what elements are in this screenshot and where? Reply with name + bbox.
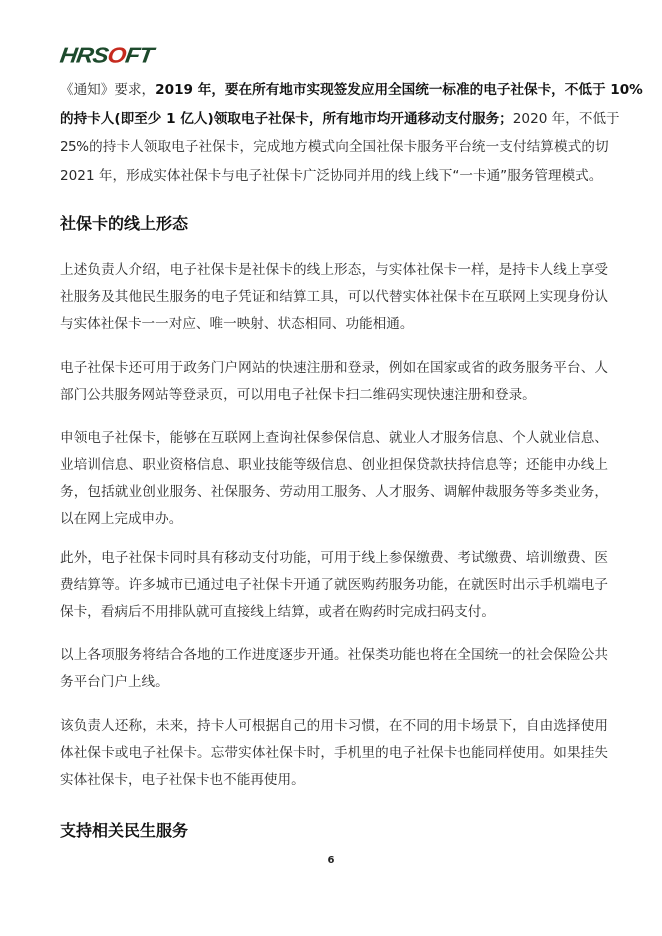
paragraph-line: 社服务及其他民生服务的电子凭证和结算工具，可以代替实体社保卡在互联网上实现身份认 bbox=[60, 289, 608, 305]
paragraph-line: 费结算等。许多城市已通过电子社保卡开通了就医购药服务功能，在就医时出示手机端电子 bbox=[60, 577, 608, 593]
hrsoft-logo: HRSOFT bbox=[58, 43, 155, 68]
intro-text: 《通知》要求， bbox=[60, 82, 156, 98]
paragraph-line: 该负责人还称，未来，持卡人可根据自己的用卡习惯，在不同的用卡场景下，自由选择使用 bbox=[60, 718, 608, 734]
body-paragraph bbox=[60, 545, 608, 626]
paragraph-line: 25%的持卡人领取电子社保卡，完成地方模式向全国社保卡服务平台统一支付结算模式的切 bbox=[60, 139, 608, 155]
paragraph-line: 体社保卡或电子社保卡。忘带实体社保卡时，手机里的电子社保卡也能同样使用。如果挂失 bbox=[60, 745, 608, 761]
section-heading: 支持相关民生服务 bbox=[60, 821, 189, 840]
section-heading: 社保卡的线上形态 bbox=[60, 214, 189, 233]
paragraph-line: 实体社保卡，电子社保卡也不能再使用。 bbox=[60, 772, 305, 788]
body-paragraph bbox=[60, 642, 608, 696]
paragraph-line bbox=[60, 105, 620, 134]
body-paragraph bbox=[60, 713, 608, 794]
intro-bold-text: 2019 年，要在所有地市实现签发应用全国统一标准的电子社保卡，不低于 10% bbox=[155, 82, 643, 98]
paragraph-line: 上述负责人介绍，电子社保卡是社保卡的线上形态，与实体社保卡一样，是持卡人线上享受 bbox=[60, 262, 608, 278]
intro-text: 2020 年，不低于 bbox=[512, 110, 620, 127]
paragraph-line: 申领电子社保卡，能够在互联网上查询社保参保信息、就业人才服务信息、个人就业信息、 bbox=[60, 430, 608, 446]
paragraph-line: 与实体社保卡一一对应、唯一映射、状态相同、功能相通。 bbox=[60, 316, 414, 332]
intro-paragraph bbox=[60, 76, 643, 190]
paragraph-line bbox=[60, 76, 643, 105]
paragraph-line: 业培训信息、职业资格信息、职业技能等级信息、创业担保贷款扶持信息等；还能申办线上 bbox=[60, 457, 608, 473]
body-paragraph bbox=[60, 425, 608, 533]
paragraph-line: 以在网上完成申办。 bbox=[60, 511, 183, 527]
paragraph-line: 部门公共服务网站等登录页，可以用电子社保卡扫二维码实现快速注册和登录。 bbox=[60, 387, 536, 403]
intro-bold-text: 的持卡人(即至少 1 亿人)领取电子社保卡，所有地市均开通移动支付服务； bbox=[60, 110, 513, 127]
paragraph-line: 此外，电子社保卡同时具有移动支付功能，可用于线上参保缴费、考试缴费、培训缴费、医 bbox=[60, 550, 608, 566]
paragraph-line: 以上各项服务将结合各地的工作进度逐步开通。社保类功能也将在全国统一的社会保险公共 bbox=[60, 647, 608, 663]
paragraph-line: 2021 年，形成实体社保卡与电子社保卡广泛协同并用的线上线下“一卡通”服务管理模式。 bbox=[60, 167, 603, 184]
body-paragraph bbox=[60, 355, 608, 409]
page-number: 6 bbox=[327, 855, 335, 866]
paragraph-line: 务平台门户上线。 bbox=[60, 674, 169, 690]
paragraph-line: 务，包括就业创业服务、社保服务、劳动用工服务、人才服务、调解仲裁服务等多类业务， bbox=[60, 484, 608, 500]
paragraph-line: 电子社保卡还可用于政务门户网站的快速注册和登录，例如在国家或省的政务服务平台、人 bbox=[60, 360, 608, 376]
body-paragraph bbox=[60, 257, 608, 338]
paragraph-line: 保卡，看病后不用排队就可直接线上结算，或者在购药时完成扫码支付。 bbox=[60, 604, 495, 620]
